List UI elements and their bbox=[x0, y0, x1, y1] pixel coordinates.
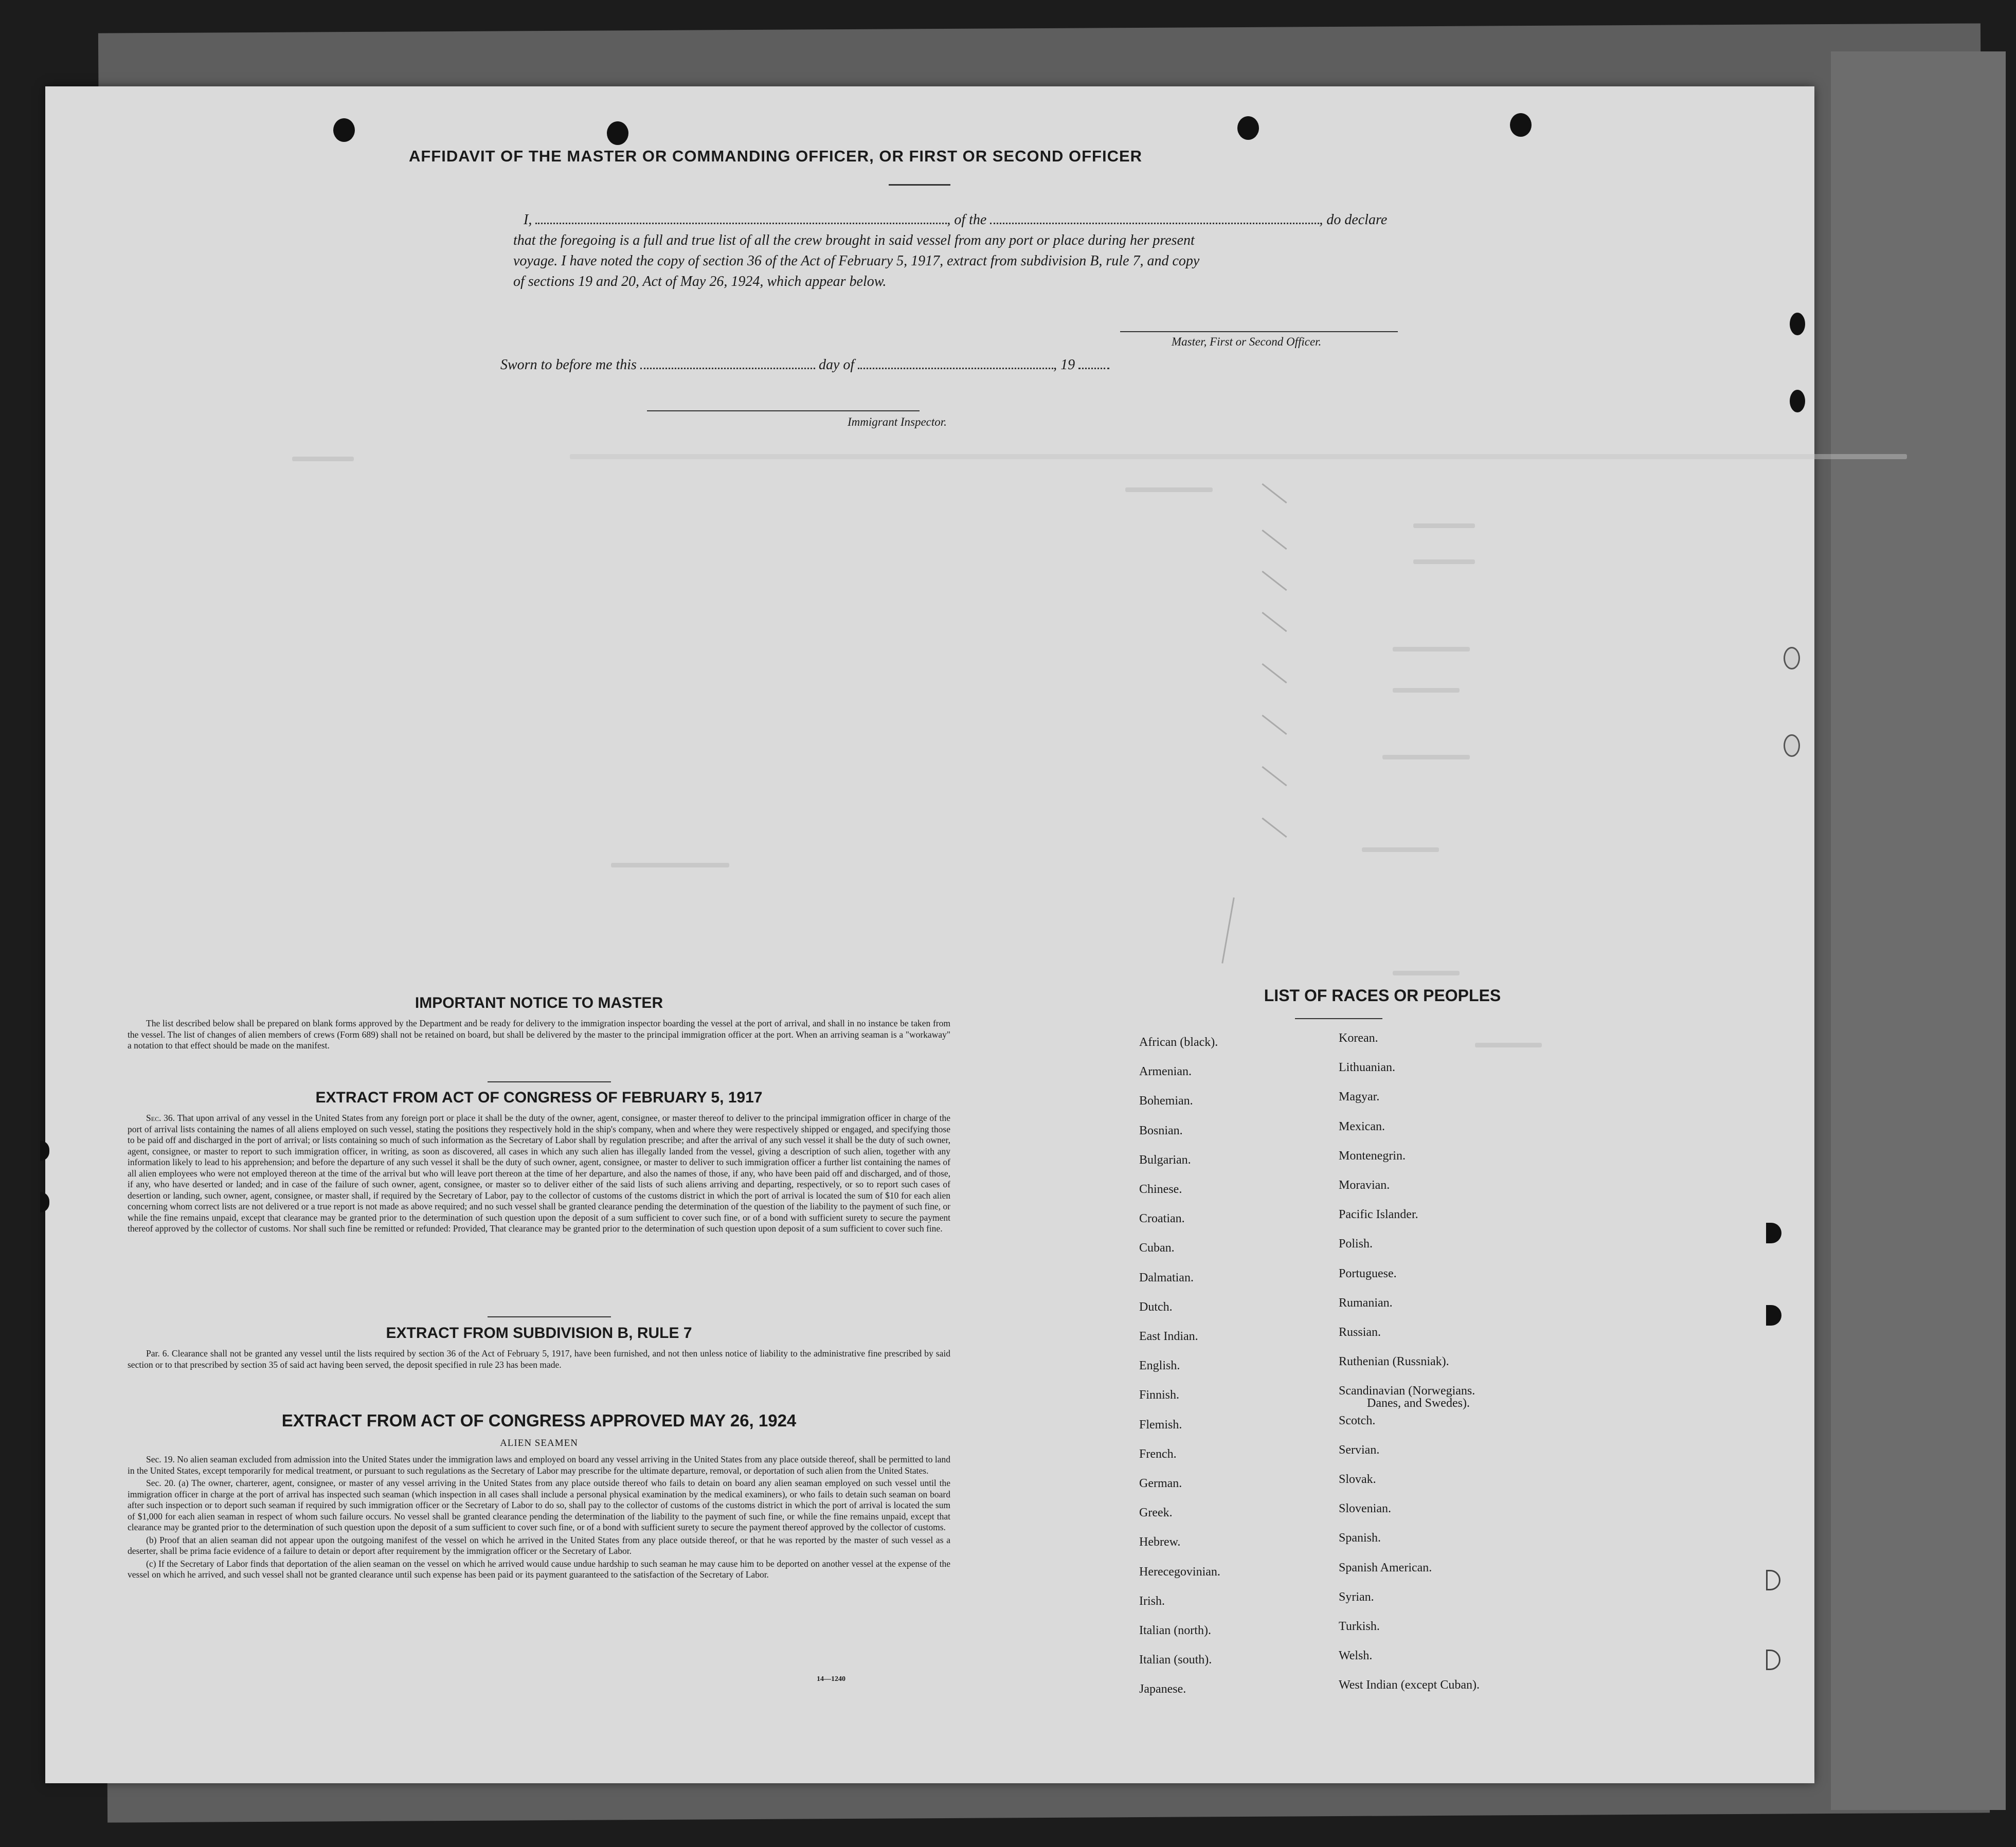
pencil-mark bbox=[1221, 897, 1235, 964]
race-item: Spanish American. bbox=[1339, 1561, 1432, 1574]
sec19-paragraph: Sec. 19. No alien seaman excluded from admission into the United States under the immigration laws and employed on board any vessel arriving in the United States from any place outside thereof, shall be permitted to land in the United States, except temporarily for medical treatment, or pursuant to such regulations as the Secretary of Labor may prescribe for the ultimate departure, removal, or deportation of such alien from the United States. bbox=[128, 1454, 950, 1476]
punch-hole bbox=[40, 1192, 49, 1212]
extract-1924-title: EXTRACT FROM ACT OF CONGRESS APPROVED MAY 26, 1924 bbox=[281, 1411, 797, 1430]
pencil-mark bbox=[1262, 571, 1287, 591]
punch-hole bbox=[607, 121, 628, 145]
bleed-through bbox=[570, 454, 1907, 459]
race-item: Herecegovinian. bbox=[1139, 1565, 1220, 1579]
bleed-through bbox=[1362, 847, 1439, 852]
race-item: Chinese. bbox=[1139, 1183, 1182, 1196]
bleed-through bbox=[1393, 971, 1460, 975]
race-item: Lithuanian. bbox=[1339, 1061, 1395, 1075]
race-item: Russian. bbox=[1339, 1326, 1381, 1339]
divider bbox=[488, 1081, 611, 1082]
race-item: Croatian. bbox=[1139, 1212, 1185, 1226]
sworn-day: day of bbox=[818, 357, 855, 373]
races-title: LIST OF RACES OR PEOPLES bbox=[1264, 986, 1501, 1005]
race-item: Bohemian. bbox=[1139, 1094, 1193, 1108]
sworn-year-blank bbox=[1078, 368, 1109, 369]
sworn-line bbox=[500, 355, 1272, 375]
affidavit-i: I, bbox=[524, 212, 532, 228]
section-text: That upon arrival of any vessel in the United States from any foreign port or place it shall be the duty of the owner, agent, consignee, or master thereof to deliver to the principal immigration officer in charge of the port of arrival lists containing the names of all aliens employed on such vessel, stating the positions they respectively hold in the ship's company, when and where they were respectively shipped or engaged, and specifying those to be paid off and discharged in the port of arrival; or lists containing so much of such information as the Secretary of Labor shall by regulation prescribe; and after the arrival of any such vessel it shall be the duty of such owner, agent, consignee, or master to report to such immigration officer, in writing, as soon as discovered, all cases in which any such alien has illegally landed from the vessel, giving a description of such alien, together with any information likely to lead to his apprehension; and before the departure of any such vessel it shall be the duty of such owner, agent, consignee, or master to deliver to such immigration officer a further list containing the names of all alien employees who were not employed thereon at the time of the arrival but who will leave port thereon at the time of her departure, and also the names of those, if any, who have been paid off and discharged, and of those, if any, who have deserted or landed; and in case of the failure of such owner, agent, consignee, or master so to deliver either of the said lists of such aliens arriving and departing, respectively, or so to report such cases of desertion or landing, such owner, agent, consignee, or master shall, if required by the Secretary of Labor, pay to the collector of customs of the customs district in which the port of arrival is located the sum of $10 for each alien concerning whom correct lists are not delivered or a true report is not made as above required; and no such vessel shall be granted clearance pending the determination of the question of the liability to the payment of such fine, or while the fine remains unpaid, except that clearance may be granted prior to the determination of such question upon the deposit of a sum sufficient to cover such fine, or of a bond with sufficient surety to secure the payment thereof approved by the collector of customs. Nor shall such fine be remitted or refunded: Provided, That clearance may be granted prior to the determination of such question upon deposit of a sum sufficient to cover such fine. bbox=[128, 1113, 950, 1234]
race-item: Spanish. bbox=[1339, 1531, 1381, 1545]
race-item: Ruthenian (Russniak). bbox=[1339, 1355, 1449, 1369]
race-item: Magyar. bbox=[1339, 1090, 1380, 1104]
master-signature-line bbox=[1120, 331, 1398, 332]
race-item: Flemish. bbox=[1139, 1418, 1182, 1432]
back-sheet-edge bbox=[1831, 51, 2006, 1810]
race-item: Dalmatian. bbox=[1139, 1271, 1194, 1284]
bleed-through bbox=[1382, 755, 1470, 759]
affidavit-line-1 bbox=[513, 210, 1480, 230]
race-item: Scotch. bbox=[1339, 1414, 1376, 1427]
race-item: Finnish. bbox=[1139, 1388, 1180, 1402]
race-item: Italian (north). bbox=[1139, 1624, 1211, 1637]
race-item: Korean. bbox=[1339, 1031, 1378, 1045]
race-item: Montenegrin. bbox=[1339, 1149, 1406, 1163]
alien-seamen-subtitle: ALIEN SEAMEN bbox=[500, 1438, 578, 1448]
extract-1917-paragraph bbox=[128, 1113, 950, 1235]
punch-hole bbox=[1510, 113, 1532, 137]
race-item: Servian. bbox=[1339, 1443, 1380, 1457]
bleed-through bbox=[1475, 1043, 1542, 1047]
race-item: Rumanian. bbox=[1339, 1296, 1393, 1310]
sec20c-paragraph: (c) If the Secretary of Labor finds that deportation of the alien seaman on the vessel on which he arrived would cause undue hardship to such seaman he may cause him to be deported on another vessel at the expense of the vessel on which he arrived, and such vessel shall not be granted clearance until such expense has been paid or its payment guaranteed to the satisfaction of the Secretary of Labor. bbox=[128, 1558, 950, 1580]
race-item: Pacific Islander. bbox=[1339, 1208, 1418, 1222]
sec20a-paragraph: Sec. 20. (a) The owner, charterer, agent, consignee, or master of any vessel arriving in the United States from any place outside thereof who fails to detain on board any alien seaman employed on such vessel until the immigration officer in charge at the port of arrival has inspected such seaman (which inspection in all cases shall include a personal physical examination by the medical examiners), or who fails to detain such seaman on board after such inspection or to deport such seaman if required by such immigration officer or the Secretary of Labor to do so, shall pay to the collector of customs of the customs district in which the port of arrival is located the sum of $1,000 for each alien seaman in respect of whom such failure occurs. No vessel shall be granted clearance pending the determination of the liability to the payment of such fine, or while the fine remains unpaid, except that clearance may be granted prior to the determination of such question upon the deposit of a sum sufficient to cover such fine, or of a bond with sufficient surety to secure the payment thereof approved by the collector of customs. bbox=[128, 1478, 950, 1532]
subdivision-b-body bbox=[128, 1348, 950, 1372]
bleed-through bbox=[611, 863, 729, 867]
bleed-through bbox=[1393, 688, 1460, 693]
race-item: Cuban. bbox=[1139, 1241, 1175, 1255]
subdivision-b-title: EXTRACT FROM SUBDIVISION B, RULE 7 bbox=[386, 1325, 692, 1342]
race-item-continuation: Danes, and Swedes). bbox=[1367, 1397, 1470, 1410]
pencil-mark bbox=[1262, 663, 1287, 683]
affidavit-of-the: , of the bbox=[947, 212, 987, 228]
sworn-prefix: Sworn to before me this bbox=[500, 357, 637, 373]
inspector-signature-line bbox=[647, 410, 920, 411]
name-blank bbox=[535, 223, 947, 224]
pencil-mark bbox=[1262, 766, 1287, 786]
divider bbox=[488, 1316, 611, 1317]
pencil-mark bbox=[1262, 715, 1287, 735]
affidavit-line-4: of sections 19 and 20, Act of May 26, 1924, which appear below. bbox=[513, 274, 887, 289]
affidavit-line-3: voyage. I have noted the copy of section 36 of the Act of February 5, 1917, extract from subdivision B, rule 7, and copy bbox=[513, 253, 1200, 269]
race-item: Italian (south). bbox=[1139, 1653, 1212, 1667]
vessel-blank bbox=[990, 223, 1319, 224]
sworn-month-blank bbox=[858, 368, 1053, 369]
pencil-mark bbox=[1262, 612, 1287, 632]
punch-hole bbox=[1790, 313, 1805, 335]
punch-hole bbox=[1784, 734, 1800, 757]
race-item: Portuguese. bbox=[1339, 1266, 1397, 1280]
race-item: Welsh. bbox=[1339, 1649, 1373, 1663]
punch-hole bbox=[1766, 1305, 1781, 1326]
punch-hole bbox=[1766, 1570, 1780, 1590]
race-item: Mexican. bbox=[1339, 1119, 1385, 1133]
race-item: English. bbox=[1139, 1359, 1180, 1373]
pencil-mark bbox=[1262, 483, 1287, 503]
race-item: Polish. bbox=[1339, 1237, 1373, 1251]
race-item: Moravian. bbox=[1339, 1179, 1390, 1192]
race-item: German. bbox=[1139, 1477, 1182, 1490]
race-item: West Indian (except Cuban). bbox=[1339, 1678, 1480, 1692]
sec20b-paragraph: (b) Proof that an alien seaman did not appear upon the outgoing manifest of the vessel on which he arrived in the United States from any place outside thereof, or that he was reported by the master of such vessel as a deserter, shall be prima facie evidence of a failure to detain or deport after requirement by the immigration officer or the Secretary of Labor. bbox=[128, 1534, 950, 1556]
inspector-label: Immigrant Inspector. bbox=[848, 415, 947, 428]
race-item: Scandinavian (Norwegians. bbox=[1339, 1384, 1475, 1398]
race-item: Slovenian. bbox=[1339, 1502, 1391, 1516]
race-item: Bosnian. bbox=[1139, 1124, 1183, 1137]
section-label: Sec. 36. bbox=[146, 1113, 175, 1123]
sworn-year: , 19 bbox=[1053, 357, 1075, 373]
race-item: Greek. bbox=[1139, 1506, 1173, 1520]
notice-paragraph: The list described below shall be prepared on blank forms approved by the Department and be ready for delivery to the immigration inspector boarding the vessel at the port of arrival, and shall in no instance be taken from the vessel. The list of changes of alien members of crews (Form 689) shall not be retained on board, but shall be delivered by the master to the principal immigration officer at the port. When an arriving seaman is a "workaway" a notation to that effect should be made on the manifest. bbox=[128, 1018, 950, 1051]
pencil-mark bbox=[1262, 818, 1287, 838]
race-item: Turkish. bbox=[1339, 1620, 1380, 1633]
race-item: African (black). bbox=[1139, 1036, 1218, 1049]
affidavit-title: AFFIDAVIT OF THE MASTER OR COMMANDING OFFICER, OR FIRST OR SECOND OFFICER bbox=[408, 147, 1143, 165]
sworn-date-blank bbox=[640, 368, 815, 369]
subdivision-b-paragraph: Par. 6. Clearance shall not be granted any vessel until the lists required by section 36 of the Act of February 5, 1917, have been furnished, and not then unless notice of liability to the administrative fine prescribed by said section or to that prescribed by section 35 of said act having been served, the deposit specified in rule 23 has been made. bbox=[128, 1348, 950, 1370]
affidavit-do-declare: , do declare bbox=[1319, 212, 1388, 228]
pencil-mark bbox=[1262, 530, 1287, 550]
punch-hole bbox=[1237, 116, 1259, 140]
punch-hole bbox=[1784, 647, 1800, 669]
divider bbox=[1295, 1018, 1382, 1019]
notice-body bbox=[128, 1018, 950, 1053]
bleed-through bbox=[292, 457, 354, 461]
race-item: French. bbox=[1139, 1447, 1177, 1461]
bleed-through bbox=[1125, 487, 1213, 492]
bleed-through bbox=[1393, 647, 1470, 651]
punch-hole bbox=[40, 1140, 49, 1161]
punch-hole bbox=[1766, 1223, 1781, 1243]
bleed-through bbox=[1413, 559, 1475, 564]
divider bbox=[889, 184, 950, 186]
punch-hole bbox=[1790, 390, 1805, 412]
race-item: Hebrew. bbox=[1139, 1535, 1181, 1549]
punch-hole bbox=[333, 118, 355, 142]
race-item: Dutch. bbox=[1139, 1300, 1173, 1314]
race-item: Japanese. bbox=[1139, 1682, 1186, 1696]
race-item: East Indian. bbox=[1139, 1330, 1198, 1343]
document-page bbox=[45, 86, 1814, 1783]
race-item: Syrian. bbox=[1339, 1590, 1374, 1604]
punch-hole bbox=[1766, 1650, 1780, 1670]
bleed-through bbox=[1413, 523, 1475, 528]
master-signature-label: Master, First or Second Officer. bbox=[1172, 335, 1322, 348]
extract-1917-title: EXTRACT FROM ACT OF CONGRESS OF FEBRUARY 5, 1917 bbox=[315, 1089, 763, 1106]
extract-1924-body bbox=[128, 1454, 950, 1582]
form-number: 14—1240 bbox=[817, 1675, 845, 1683]
extract-1917-body bbox=[128, 1113, 950, 1236]
affidavit-body bbox=[513, 210, 1480, 292]
race-item: Irish. bbox=[1139, 1594, 1165, 1608]
race-item: Slovak. bbox=[1339, 1473, 1376, 1486]
affidavit-line-2: that the foregoing is a full and true list of all the crew brought in said vessel from any port or place during her present bbox=[513, 232, 1195, 248]
race-item: Bulgarian. bbox=[1139, 1153, 1191, 1167]
notice-title: IMPORTANT NOTICE TO MASTER bbox=[415, 994, 663, 1011]
race-item: Armenian. bbox=[1139, 1065, 1192, 1079]
